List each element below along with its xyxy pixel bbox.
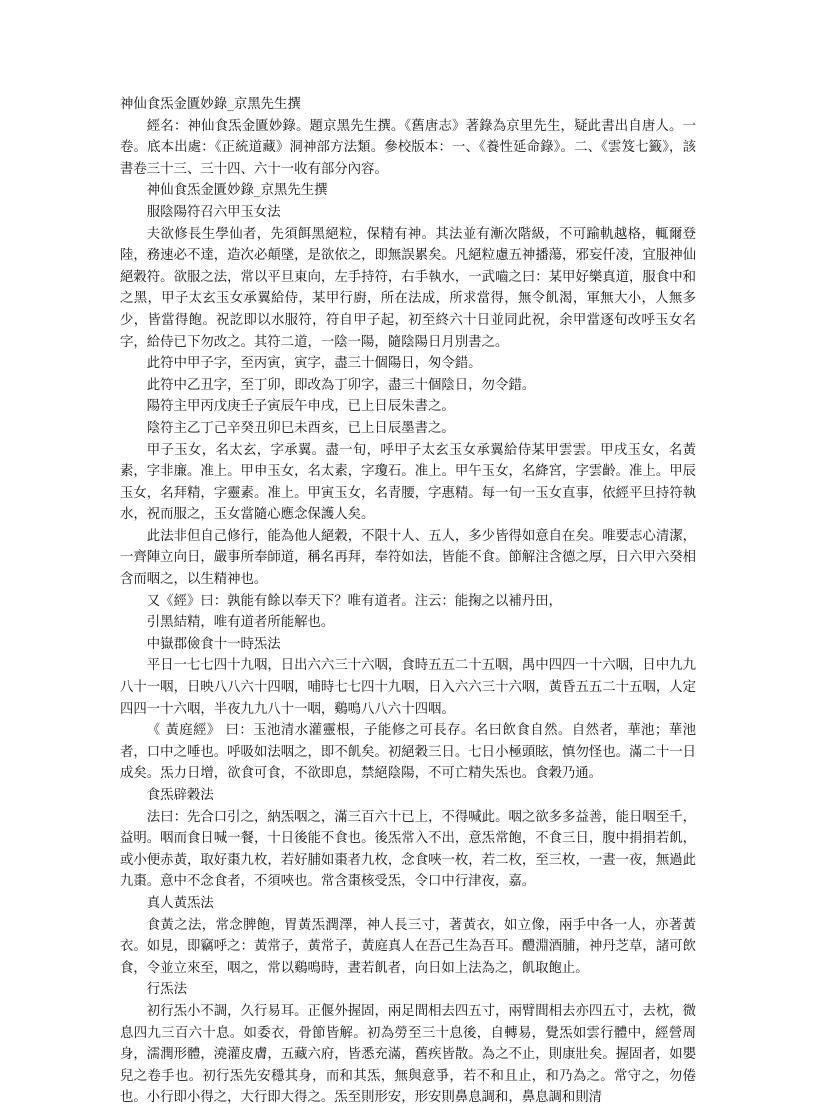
document-header: 神仙食炁金匱妙錄_京黑先生撰 — [120, 97, 301, 112]
paragraph: 法曰：先合口引之，納炁咽之，滿三百六十已上，不得喊此。咽之欲多多益善，能日咽至千，益明。咽而食日喊一餐，十日後能不食也。後炁常入不出，意炁常飽，不食三日，腹中捐捐若飢，或小便赤黃，取好棗九枚，若好脯如棗者九枚，念食唊一枚，若二枚，至三枚，一晝一夜，無過此九棗。意中不念食者，不須唊也。常含棗核受炁，令口中行津夜，嘉。 — [120, 809, 696, 890]
paragraph: 《 黃庭經》 曰：玉池清水灌靈根，子能修之可長存。名曰飲食自然。自然者，華池；華池者，口中之唾也。呼吸如法咽之，即不飢矣。初絕穀三日。七日小極頭眩，慎勿怪也。滿二十一日成矣。炁力日增，欲食可食，不欲即息，禁絕陰陽，不可亡精失炁也。食穀乃通。 — [120, 723, 696, 782]
paragraph: 又《經》曰：孰能有餘以奉天下？唯有道者。注云：能掬之以補丹田， — [146, 593, 562, 609]
paragraph: 神仙食炁金匱妙錄_京黑先生撰 — [146, 183, 328, 199]
document-body — [120, 116, 696, 1109]
paragraph: 行炁法 — [146, 982, 187, 998]
paragraph: 甲子玉女，名太玄，字承翼。盡一旬，呼甲子太玄玉女承翼給侍某甲雲雲。甲戌玉女，名黃素，字非廉。准上。甲申玉女，名太素，字瓊石。准上。甲午玉女，名絳宮，字雲齡。准上。甲辰玉女，名拜精，字靈素。准上。甲寅玉女，名青腰，字惠精。每一旬一玉女直事，依經平旦持符執水，祝而服之，玉女當隨心應念保護人矣。 — [120, 442, 696, 523]
paragraph: 真人黃炁法 — [146, 895, 214, 911]
paragraph: 夫欲修長生學仙者，先須餌黑絕粒，保精有神。其法並有漸次階級，不可踰軌越格，輒爾登陸，務速必不達，造次必顛墜，是欲依之，即無誤累矣。凡絕粒慮五神播蕩，邪妄仟凌，宜服神仙絕穀符。欲服之法，常以平旦東向，左手持符，右手執水，一武嚙之曰：某甲好樂真道，服食中和之黑，甲子太玄玉女承翼給侍，某甲行廚，所在法成，所求當得，無令飢渴，軍無大小，人無多少，皆當得飽。祝訖即以水服符，符自甲子起，初至終六十日並同此祝，余甲當逐旬改呼玉女名字，給侍已下勿改之。其符二道，一陰一陽，隨陰陽日月別書之。 — [120, 226, 696, 350]
paragraph: 陰符主乙丁己辛癸丑卯巳未酉亥，已上日辰墨書之。 — [146, 420, 455, 436]
paragraph: 引黑結精，唯有道者所能解也。 — [146, 615, 335, 631]
paragraph: 中嶽郡儉食十一時炁法 — [146, 636, 281, 652]
paragraph: 此符中甲子字，至丙寅，寅字，盡三十個陽日，匆令錯。 — [146, 356, 482, 372]
paragraph: 平日一七七四十九咽，日出六六三十六咽，食時五五二十五咽，禺中四四一十六咽，日中九九八十一咽，日映八八六十四咽，哺時七七四十九咽，日入六六三十六咽，黃昏五五二十五咽，人定四四一十六咽，半夜九九八十一咽，鷄鳴八八六十四咽。 — [120, 658, 696, 717]
paragraph: 經名：神仙食炁金匱妙錄。題京黑先生撰。《舊唐志》著錄為京里先生，疑此書出自唐人。一卷。底本出處：《正統道藏》洞神部方法類。參校版本：一、《養性延命錄》。二、《雲笈七籤》，該書卷三十三、三十四、六十一收有部分內容。 — [120, 118, 696, 177]
paragraph: 初行炁小不調，久行易耳。正偃外握固，兩足間相去四五寸，兩臂間相去亦四五寸，去枕，微息四九三百六十息。如委衣，骨節皆解。初為勞至三十息後，自轉易，覺炁如雲行體中，經營周身，濡潤形體，澆灌皮膚，五藏六府，皆悉充滿，舊疾皆散。為之不止，則康壯矣。握固者，如嬰兒之卷手也。初行炁先安穩其身，而和其炁，無與意爭，若不和且止，和乃為之。常守之，勿倦也。小行即小得之，大行即大得之。炁至則形安，形安則鼻息調和，鼻息調和則清 — [120, 1003, 696, 1106]
paragraph: 食炁辟穀法 — [146, 788, 214, 803]
paragraph: 陽符主甲丙戊庚壬子寅辰午申戌，已上日辰朱書之。 — [146, 399, 455, 415]
paragraph: 服陰陽符召六甲玉女法 — [146, 204, 281, 220]
paragraph: 此法非但自己修行，能為他人絕穀，不限十人、五人，多少皆得如意自在矣。唯要志心清潔，一齊陣立向日，嚴事所奉師道，稱名再拜，奉符如法，皆能不食。節解注含德之厚，日六甲六癸相含而咽之，以生精神也。 — [120, 528, 696, 588]
paragraph: 此符中乙丑字，至丁卯，即改為丁卯字，盡三十個陰日，勿令錯。 — [146, 377, 536, 393]
paragraph: 食黃之法，常念脾飽，胃黃炁潤澤，神人長三寸，著黃衣，如立像，兩手中各一人，亦著黃衣。如見，即竊呼之：黃常子，黃常子，黃庭真人在吾己生為吾耳。醴淵酒脯，神丹芝草，諸可飲食，令並立來至，咽之，常以鷄鳴時，晝若飢者，向日如上法為之，飢取飽止。 — [120, 917, 696, 976]
